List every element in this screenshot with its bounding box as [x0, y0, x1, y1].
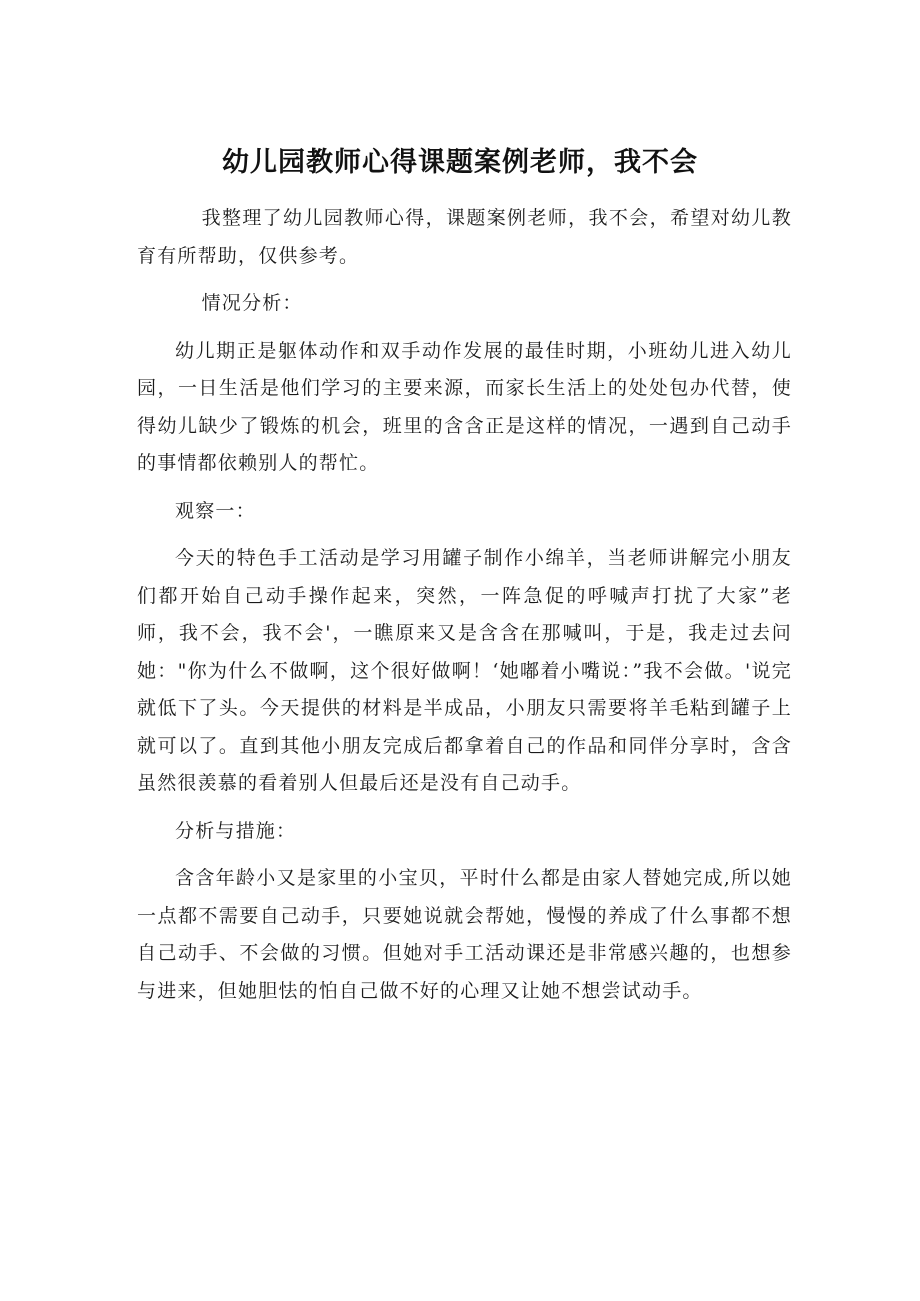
document-body [137, 200, 792, 1020]
analysis-paragraph: 含含年龄小又是家里的小宝贝，平时什么都是由家人替她完成,所以她一点都不需要自己动手，只要她说就会帮她，慢慢的养成了什么事都不想自己动手、不会做的习惯。但她对手工活动课还是非常感兴趣的，也想参与进来，但她胆怯的怕自己做不好的心理又让她不想尝试动手。 [137, 867, 792, 1002]
analysis-heading: 分析与措施： [175, 819, 297, 842]
observation-heading: 观察一： [175, 499, 256, 522]
intro-paragraph: 我整理了幼儿园教师心得，课题案例老师，我不会，希望对幼儿教育有所帮助，仅供参考。 [137, 207, 792, 267]
situation-heading: 情况分析： [201, 292, 303, 314]
document-title: 幼儿园教师心得课题案例老师，我不会 [222, 147, 698, 178]
situation-paragraph: 幼儿期正是躯体动作和双手动作发展的最佳时期，小班幼儿进入幼儿园，一日生活是他们学习的主要来源，而家长生活上的处处包办代替，使得幼儿缺少了锻炼的机会，班里的含含正是这样的情况，一遇到自己动手的事情都依赖别人的帮忙。 [137, 339, 792, 474]
observation-paragraph: 今天的特色手工活动是学习用罐子制作小绵羊，当老师讲解完小朋友们都开始自己动手操作起来，突然，一阵急促的呼喊声打扰了大家”老师，我不会，我不会'，一瞧原来又是含含在那喊叫，于是，我走过去问她："你为什么不做啊，这个很好做啊！‘她嘟着小嘴说：”我不会做。'说完就低下了头。今天提供的材料是半成品，小朋友只需要将羊毛粘到罐子上就可以了。直到其他小朋友完成后都拿着自己的作品和同伴分享时，含含虽然很羡慕的看着别人但最后还是没有自己动手。 [137, 547, 792, 794]
